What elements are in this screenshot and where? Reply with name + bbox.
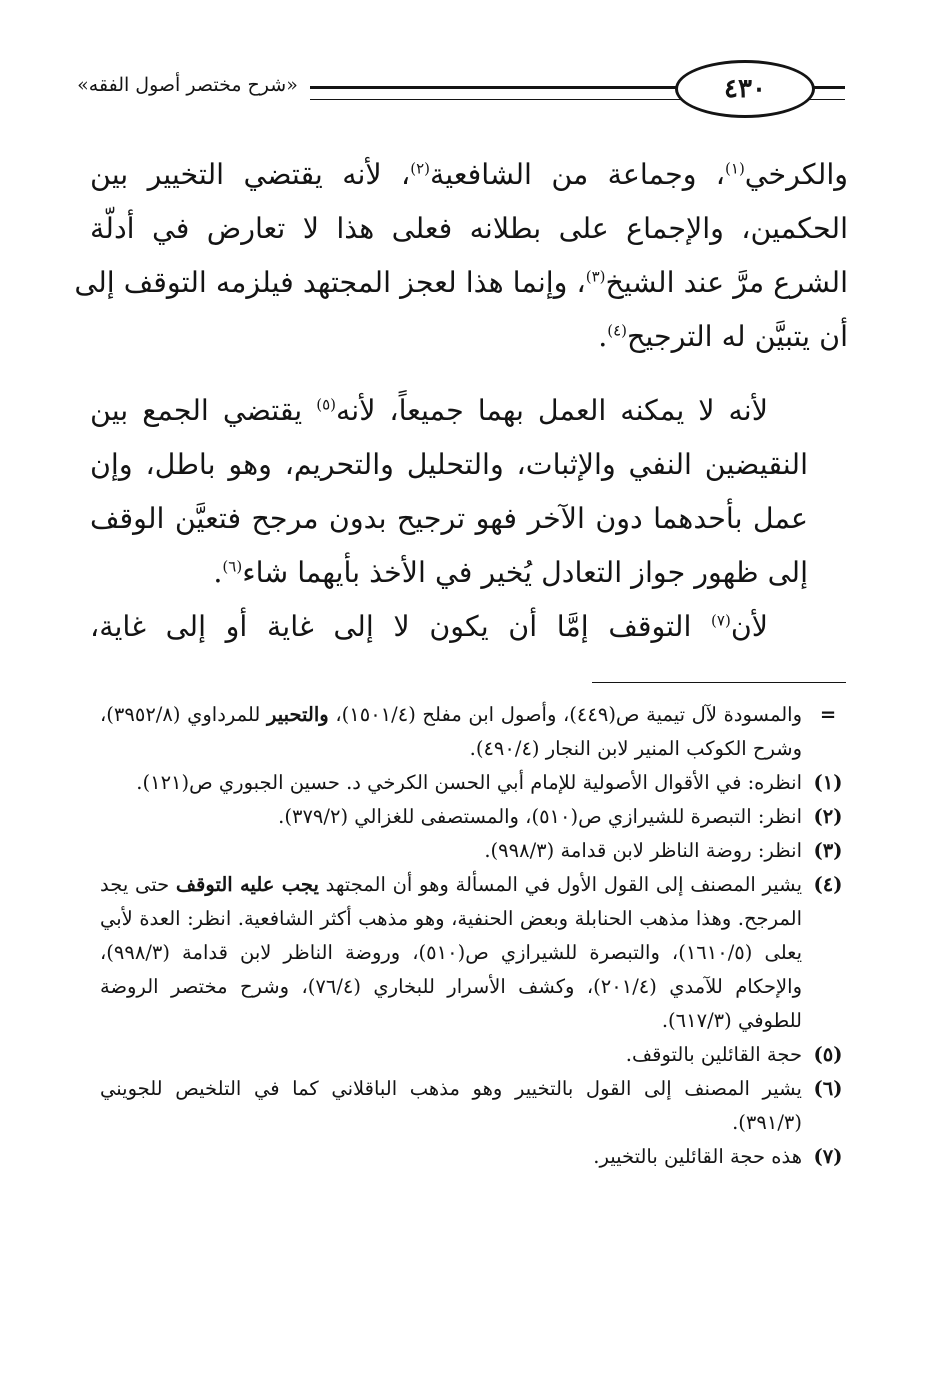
footnote-ref[interactable]: (٣) [585,267,606,286]
footnote-text-run: انظره: في الأقوال الأصولية للإمام أبي الحسن الكرخي د. حسين الجبوري ص(١٢١). [136,771,802,794]
text-line: والكرخي$^{(١)}$، وجماعة من الشافعية$^{(٢)}$، لأنه يقتضي التخيير بين [90,158,848,191]
footnote-text-run: حجة القائلين بالتوقف. [625,1043,802,1066]
footnote-text [100,766,802,800]
footnote-marker: (٦) [813,1077,843,1100]
footnote-marker: (٣) [813,839,843,862]
footnote-item [100,766,848,800]
footnote-text [100,868,802,1038]
footnote-text-run: هذه حجة القائلين بالتخيير. [593,1145,802,1168]
footnote-ref[interactable]: (١) [725,159,745,178]
footnote-ref[interactable]: (٧) [711,611,731,630]
footnote-ref[interactable]: (٢) [410,159,431,178]
footnote-item [100,800,848,834]
footnote-text-run: حتى يجد المرجح. وهذا مذهب الحنابلة وبعض الحنفية، وهو مذهب أكثر الشافعية. انظر: العدة لأبي يعلى (١٦١٠/٥)، والتبصرة للشيرازي ص(٥١٠)، وروضة الناظر لابن قدامة (٩٩٨/٣)، والإحكام للآمدي (٢٠١/٤)، وكشف الأسرار للبخاري (٧٦/٤)، وشرح مختصر الروضة للطوفي (٦١٧/٣). [100,873,802,1032]
footnote-text [100,698,802,766]
footnote-item [100,868,848,1038]
footnote-text [100,1038,802,1072]
page-header [70,60,845,124]
footnote-text [100,834,802,868]
page-number: ٤٣٠ [675,60,815,118]
footnote-text [100,1140,802,1174]
footnote-marker: (٢) [813,805,843,828]
footnote-item [100,1072,848,1140]
text-line: الحكمين، والإجماع على بطلانه فعلى هذا لا تعارض في أدلّة [90,212,848,245]
footnote-text-run: انظر: التبصرة للشيرازي ص(٥١٠)، والمستصفى للغزالي (٣٧٩/٢). [278,805,802,828]
footnote-marker: (١) [813,771,843,794]
paragraph-1 [74,148,848,364]
footnote-marker: = [819,703,837,726]
footnote-divider [592,682,846,683]
footnotes-section [100,698,848,1174]
footnote-marker: (٥) [813,1043,843,1066]
footnote-text [100,1072,802,1140]
footnote-bold-text: والتحبير [266,703,329,726]
footnote-text-run: انظر: روضة الناظر لابن قدامة (٩٩٨/٣). [484,839,802,862]
text-line: لأن$^{(٧)}$ التوقف إمَّا أن يكون لا إلى غاية أو إلى غاية، [90,610,768,643]
text-line: النقيضين النفي والإثبات، والتحليل والتحريم، وهو باطل، وإن [90,448,808,481]
text-line: لأنه لا يمكنه العمل بهما جميعاً، لأنه$^{(٥)}$ يقتضي الجمع بين [90,394,768,427]
footnote-marker: (٤) [813,873,843,896]
footnote-bold-text: يجب عليه التوقف [175,873,319,896]
text-line: أن يتبيَّن له الترجيح$^{(٤)}$. [598,320,848,353]
footnote-marker: (٧) [813,1145,843,1168]
paragraph-2 [90,384,848,600]
text-line: عمل بأحدهما دون الآخر فهو ترجيح بدون مرجح فتعيَّن الوقف [90,502,808,535]
footnote-ref[interactable]: (٤) [607,321,628,340]
footnote-item [100,1038,848,1072]
footnote-text-run: والمسودة لآل تيمية ص(٤٤٩)، وأصول ابن مفلح (١٥٠١/٤)، [328,703,802,726]
paragraph-3 [90,600,848,654]
text-line: الشرع مرَّ عند الشيخ$^{(٣)}$، وإنما هذا لعجز المجتهد فيلزمه التوقف إلى [74,266,848,299]
footnote-text-run: يشير المصنف إلى القول الأول في المسألة وهو أن المجتهد [318,873,802,896]
footnote-ref[interactable]: (٦) [222,557,243,576]
text-line: إلى ظهور جواز التعادل يُخير في الأخذ بأيهما شاء$^{(٦)}$. [213,556,808,589]
footnote-item [100,698,848,766]
footnote-ref[interactable]: (٥) [316,395,336,414]
footnote-item [100,1140,848,1174]
footnote-text-run: للمرداوي (٣٩٥٢/٨)، وشرح الكوكب المنير لابن النجار (٤٩٠/٤). [100,703,802,760]
footnote-text-run: يشير المصنف إلى القول بالتخيير وهو مذهب الباقلاني كما في التلخيص للجويني (٣٩١/٣). [100,1077,802,1134]
footnote-item [100,834,848,868]
footnote-text [100,800,802,834]
book-title: «شرح مختصر أصول الفقه» [77,74,298,96]
